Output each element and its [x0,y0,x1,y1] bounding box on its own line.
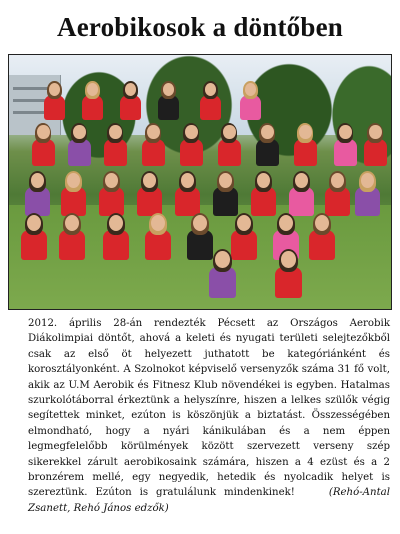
article-text: 2012. április 28-án rendezték Pécsett az Országos Aerobik Diákolimpiai döntőt, ahová a keleti és nyugati területi selejtezőkből csak az első öt helyezett juthatott be kategóriánként és korosztályonként. A Szolnokot képviselő versenyzők száma 31 fő volt, akik az U.M Aerobik és Fitnesz Klub növendékei is egyben. Hatalmas szurkolótáborral érkeztünk a helyszínre, hiszen a lelkes szülők végig segítettek minket, ezúton is köszönjük a biztatást. Összességében elmondható, hogy a nyári kánikulában és a nem éppen legmegfelelőbb körülmények között szervezett verseny szép sikerekkel zárult aerobikosaink számára, hiszen a 4 ezüst és a 2 bronzérem mellé, egy negyedik, hetedik és nyolcadik helyet is szereztünk. Ezúton is gratulálunk mindenkinek! [28,318,390,499]
person-head [185,125,198,139]
person-head [261,125,274,139]
person-head [109,215,123,231]
team-photo [8,54,392,310]
person-head [215,251,230,268]
person-head [147,125,160,139]
person-head [73,125,86,139]
person-head [281,251,296,268]
person-head [299,125,312,139]
person-head [151,215,165,231]
person-head [279,215,293,231]
person-head [37,125,50,139]
person-head [339,125,352,139]
person-head [223,125,236,139]
person-head [237,215,251,231]
person-head [315,215,329,231]
article-headline: Aerobikosok a döntőben [57,12,343,42]
person-head [65,215,79,231]
article-signature: (Rehó-Antal Zsanett, Rehó János edzők) [28,487,390,514]
person-head [27,215,41,231]
person-head [369,125,382,139]
article-body [28,316,390,516]
person-head [109,125,122,139]
person-head [193,215,207,231]
